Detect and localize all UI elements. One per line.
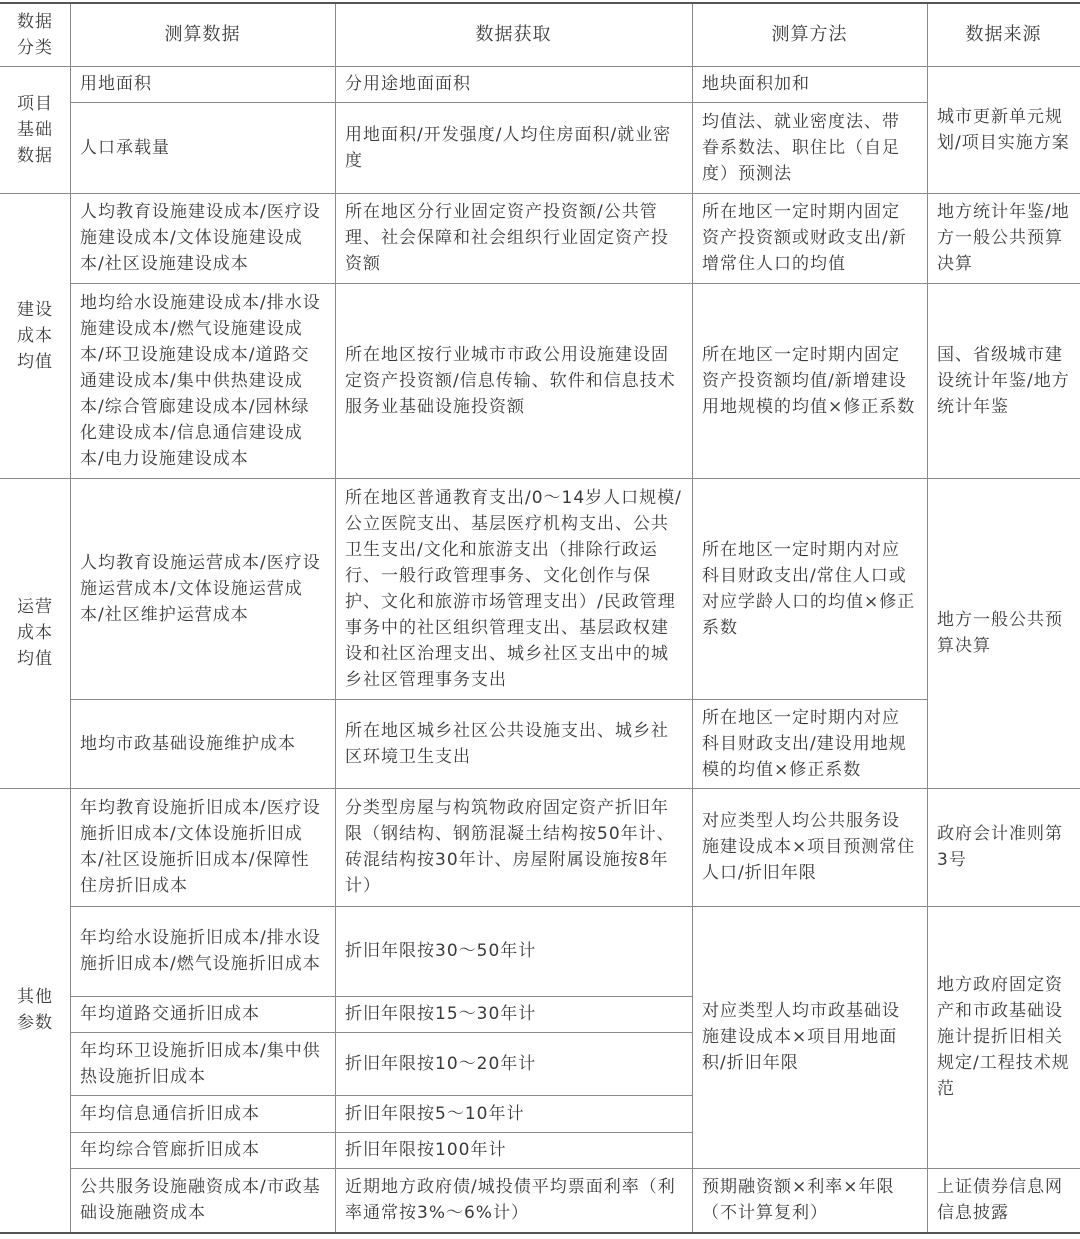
- cell-method: 所在地区一定时期内固定资产投资额均值/新增建设用地规模的均值×修正系数: [702, 344, 916, 417]
- cell-data: 人口承载量: [80, 137, 170, 158]
- cell-data: 地均给水设施建设成本/排水设施建设成本/燃气设施建设成本/环卫设施建设成本/道路交通建设成本/集中供热建设成本/综合管廊建设成本/园林绿化建设成本/信息通信建设成本/电力设施建设成本: [80, 292, 321, 469]
- cell-source: 国、省级城市建设统计年鉴/地方统计年鉴: [937, 344, 1070, 417]
- cell-acquisition: 折旧年限按100年计: [345, 1140, 507, 1160]
- cell-acquisition: 折旧年限按5～10年计: [345, 1103, 525, 1124]
- cell-data: 年均教育设施折旧成本/医疗设施折旧成本/文体设施折旧成本/社区设施折旧成本/保障性住房折旧成本: [80, 798, 321, 896]
- cell-data: 人均教育设施运营成本/医疗设施运营成本/文体设施运营成本/社区维护运营成本: [80, 552, 321, 625]
- cell-data: 年均给水设施折旧成本/排水设施折旧成本/燃气设施折旧成本: [80, 928, 321, 974]
- cell-method: 所在地区一定时期内固定资产投资额或财政支出/新增常住人口的均值: [702, 202, 907, 274]
- cell-data: 人均教育设施建设成本/医疗设施建设成本/文体设施建设成本/社区设施建设成本: [80, 202, 321, 274]
- cell-data: 用地面积: [80, 74, 152, 94]
- cell-acquisition: 分用途地面面积: [345, 74, 471, 94]
- cell-source: 地方政府固定资产和市政基础设施计提折旧相关规定/工程技术规范: [937, 975, 1070, 1099]
- header-acquisition: 数据获取: [475, 24, 552, 45]
- cell-source: 上证债券信息网信息披露: [937, 1177, 1063, 1223]
- cell-acquisition: 近期地方政府债/城投债平均票面利率（利率通常按3%～6%计）: [345, 1177, 676, 1223]
- cell-method: 对应类型人均市政基础设施建设成本×项目用地面积/折旧年限: [702, 1001, 900, 1073]
- cell-acquisition: 所在地区按行业城市市政公用设施建设固定资产投资额/信息传输、软件和信息技术服务业基础设施投资额: [345, 344, 676, 417]
- cell-data: 年均环卫设施折旧成本/集中供热设施折旧成本: [80, 1040, 321, 1087]
- header-source: 数据来源: [965, 24, 1042, 45]
- cell-source: 地方统计年鉴/地方一般公共预算决算: [937, 202, 1070, 274]
- cell-method: 所在地区一定时期内对应科目财政支出/建设用地规模的均值×修正系数: [702, 707, 907, 780]
- cell-acquisition: 用地面积/开发强度/人均住房面积/就业密度: [345, 124, 672, 171]
- cell-method: 对应类型人均公共服务设施建设成本×项目预测常住人口/折旧年限: [702, 811, 916, 883]
- cell-acquisition: 折旧年限按10～20年计: [345, 1053, 537, 1074]
- category-other: 其他参数: [16, 987, 53, 1033]
- cell-data: 年均综合管廊折旧成本: [80, 1140, 260, 1160]
- header-method: 测算方法: [771, 24, 848, 45]
- category-project: 项目基础数据: [16, 93, 53, 166]
- category-operation: 运营成本均值: [16, 597, 53, 669]
- cell-data: 年均信息通信折旧成本: [80, 1103, 260, 1124]
- cell-source: 政府会计准则第3号: [937, 824, 1063, 870]
- category-construction: 建设成本均值: [16, 299, 53, 372]
- cell-data: 地均市政基础设施维护成本: [80, 733, 296, 754]
- cell-source: 城市更新单元规划/项目实施方案: [937, 106, 1070, 153]
- cell-acquisition: 所在地区分行业固定资产投资额/公共管理、社会保障和社会组织行业固定资产投资额: [345, 202, 669, 274]
- cell-acquisition: 折旧年限按15～30年计: [345, 1004, 537, 1024]
- cell-method: 预期融资额×利率×年限（不计算复利）: [702, 1177, 895, 1223]
- cell-acquisition: 分类型房屋与构筑物政府固定资产折旧年限（钢结构、钢筋混凝土结构按50年计、砖混结构按30年计、房屋附属设施按8年计）: [345, 798, 675, 896]
- cell-method: 所在地区一定时期内对应科目财政支出/常住人口或对应学龄人口的均值×修正系数: [702, 539, 916, 638]
- cell-acquisition: 折旧年限按30～50年计: [345, 941, 537, 961]
- header-category: 数据分类: [16, 12, 53, 58]
- header-data: 测算数据: [164, 24, 241, 45]
- cell-source: 地方一般公共预算决算: [937, 610, 1063, 656]
- cell-acquisition: 所在地区城乡社区公共设施支出、城乡社区环境卫生支出: [345, 720, 669, 767]
- table-bottom-rule: [0, 1232, 1080, 1234]
- cell-method: 均值法、就业密度法、带眷系数法、职住比（自足度）预测法: [702, 111, 900, 184]
- cell-acquisition: 所在地区普通教育支出/0～14岁人口规模/公立医院支出、基层医疗机构支出、公共卫生支出/文化和旅游支出（排除行政运行、一般行政管理事务、文化创作与保护、文化和旅游市场管理支出）/民政管理事务中的社区组织管理支出、基层政权建设和社区治理支出、城乡社区支出中的城乡社区管理事务支出: [345, 487, 682, 690]
- cell-data: 年均道路交通折旧成本: [80, 1004, 260, 1024]
- cell-method: 地块面积加和: [702, 74, 810, 94]
- cell-data: 公共服务设施融资成本/市政基础设施融资成本: [80, 1177, 321, 1223]
